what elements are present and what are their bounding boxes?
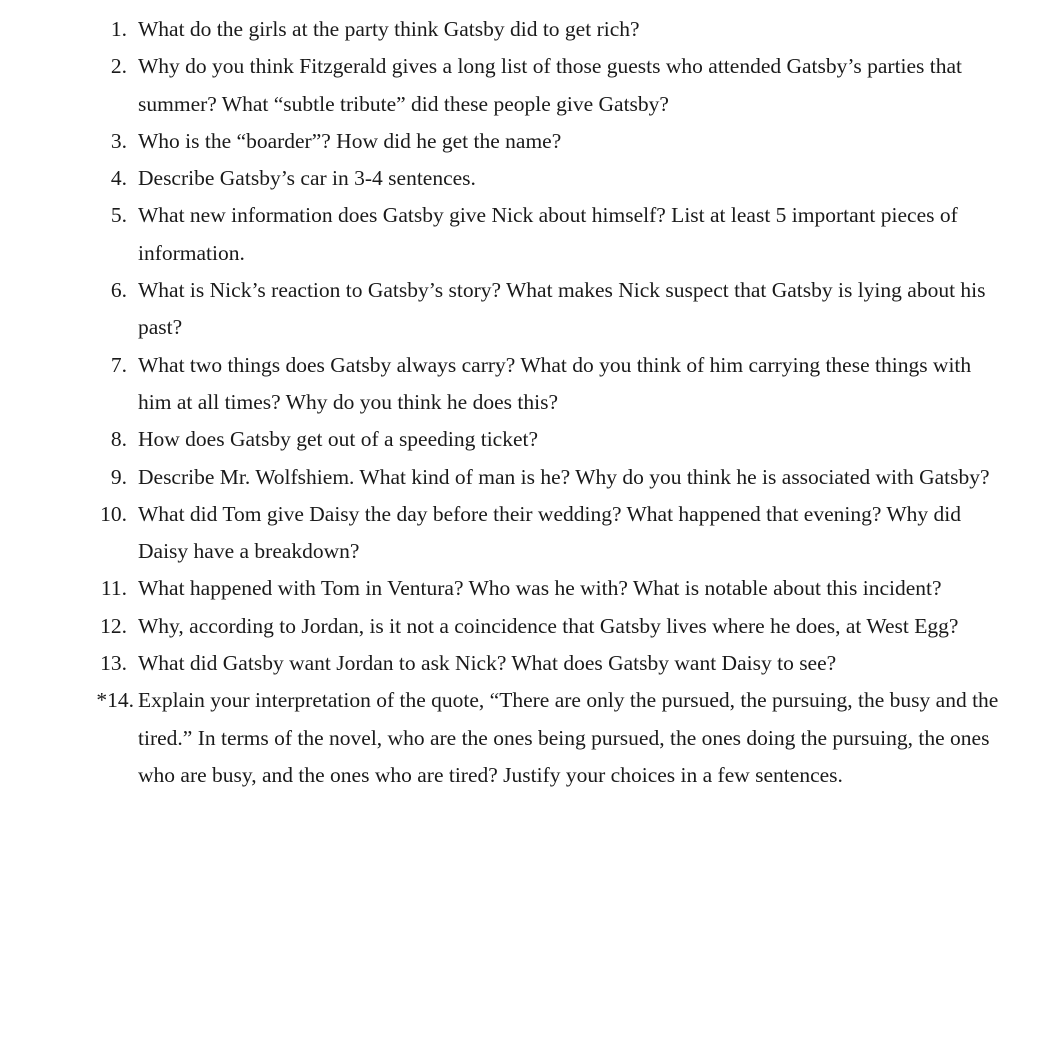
question-number: 7. [110,352,127,377]
question-item [0,160,1000,197]
question-item-bonus [0,682,1000,794]
question-item [0,459,1000,496]
question-number: 8. [110,427,127,452]
question-list [0,11,1000,794]
question-number: 12. [100,613,127,638]
question-item [0,347,1000,422]
question-item [0,645,1000,682]
question-text: What did Tom give Daisy the day before their wedding? What happened that evening? Why did Daisy have a breakdown? [138,501,962,564]
question-number: *14. [96,688,134,713]
question-number: 6. [110,278,127,303]
question-text: Why, according to Jordan, is it not a coincidence that Gatsby lives where he does, at West Egg? [138,613,959,638]
question-number: 5. [110,203,127,228]
question-text: What new information does Gatsby give Nick about himself? List at least 5 important pieces of information. [138,203,958,265]
question-item [0,11,1000,48]
question-number: 9. [110,464,127,489]
question-text: How does Gatsby get out of a speeding ticket? [138,427,539,452]
question-item [0,123,1000,160]
question-text: Describe Gatsby’s car in 3-4 sentences. [138,166,476,191]
question-text: Why do you think Fitzgerald gives a long list of those guests who attended Gatsby’s parties that summer? What “subtle tribute” did these people give Gatsby? [138,54,963,116]
question-number: 3. [110,128,127,153]
question-item [0,272,1000,347]
question-number: 1. [110,17,127,41]
question-item [0,496,1000,571]
question-number: 4. [110,166,127,191]
question-text: What do the girls at the party think Gatsby did to get rich? [138,17,640,41]
question-text: Describe Mr. Wolfshiem. What kind of man is he? Why do you think he is associated with Gatsby? [138,464,990,489]
question-number: 2. [110,54,127,79]
question-number: 13. [100,651,127,676]
question-text: What two things does Gatsby always carry? What do you think of him carrying these things with him at all times? Why do you think he does this? [138,352,972,414]
question-item [0,421,1000,458]
question-number: 11. [100,576,127,601]
question-text: What happened with Tom in Ventura? Who was he with? What is notable about this incident? [138,576,942,601]
question-item [0,608,1000,645]
question-item [0,48,1000,123]
question-text: Explain your interpretation of the quote, “There are only the pursued, the pursuing, the busy and the tired.” In terms of the novel, who are the ones being pursued, the ones doing the pursuing, the ones who are busy, and the ones who are tired? Justify your choices in a few sentences. [138,688,999,787]
question-item [0,197,1000,272]
question-text: What is Nick’s reaction to Gatsby’s story? What makes Nick suspect that Gatsby is lying about his past? [138,278,986,340]
question-text: What did Gatsby want Jordan to ask Nick? What does Gatsby want Daisy to see? [138,651,837,676]
question-text: Who is the “boarder”? How did he get the name? [138,128,562,153]
question-item [0,570,1000,607]
question-number: 10. [100,501,127,526]
